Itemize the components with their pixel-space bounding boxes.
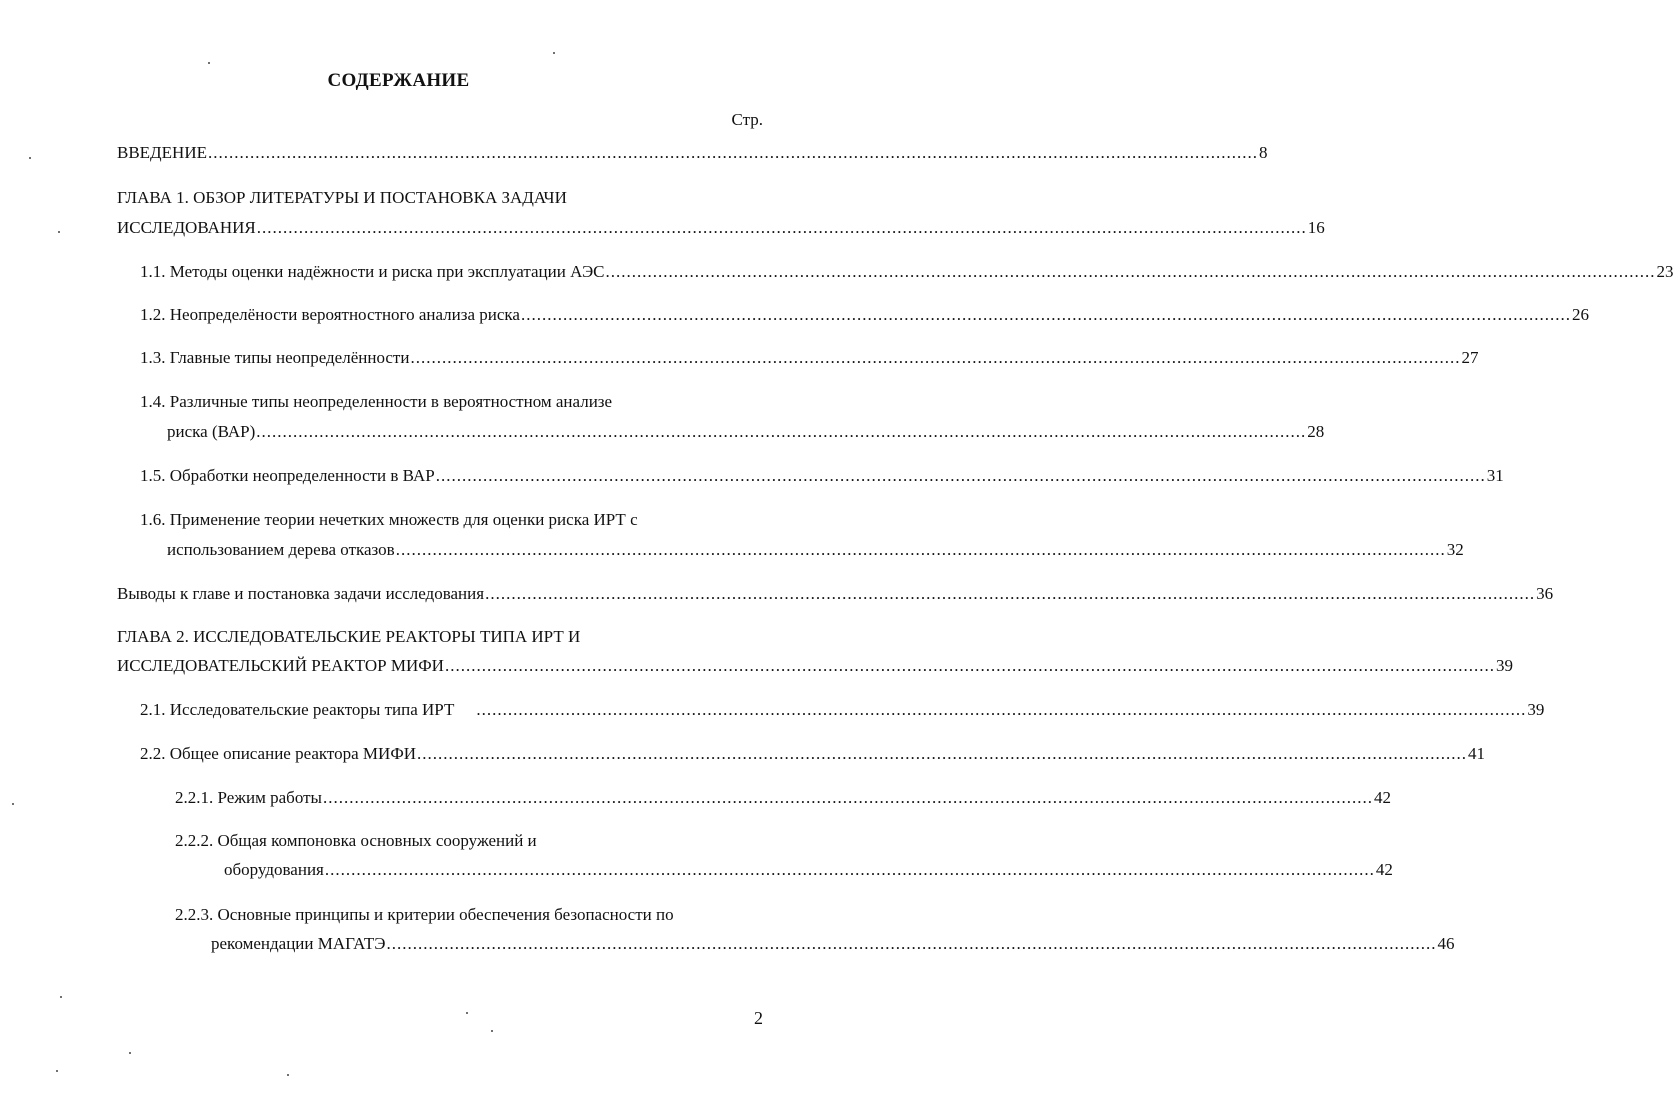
toc-page-number: 31 xyxy=(1486,466,1504,485)
scan-speck xyxy=(553,52,555,54)
scan-speck xyxy=(466,1012,468,1014)
leader-dots: ........................................................................................................................................................................................................ xyxy=(485,584,1536,603)
toc-entry-1-4-line1[interactable]: 1.4. Различные типы неопределенности в вероятностном анализе xyxy=(140,392,613,411)
scan-speck xyxy=(60,996,62,998)
leader-dots: ........................................................................................................................................................................................................ xyxy=(444,656,1495,675)
toc-entry-1-4[interactable] xyxy=(167,422,1325,446)
toc-entry-text: 1.3. Главные типы неопределённости xyxy=(140,348,410,367)
leader-dots: ........................................................................................................................................................................................................ xyxy=(476,700,1527,719)
toc-entry-conclusions[interactable] xyxy=(117,584,1554,608)
scan-speck xyxy=(129,1052,131,1054)
toc-entry-text: 2.2. Общее описание реактора МИФИ xyxy=(140,744,417,763)
toc-entry-text: 1.5. Обработки неопределенности в ВАР xyxy=(140,466,435,485)
toc-page-number: 26 xyxy=(1571,305,1589,324)
toc-entry-1-6[interactable] xyxy=(167,540,1464,564)
toc-entry-text: ИССЛЕДОВАТЕЛЬСКИЙ РЕАКТОР МИФИ xyxy=(117,656,444,675)
toc-entry-2-2[interactable] xyxy=(140,744,1486,768)
toc-entry-chapter-1[interactable] xyxy=(117,218,1325,242)
toc-entry-1-1[interactable] xyxy=(140,262,1674,286)
toc-entry-text: риска (ВАР) xyxy=(167,422,256,441)
toc-entry-text: ВВЕДЕНИЕ xyxy=(117,143,207,162)
toc-page-number: 36 xyxy=(1536,584,1554,603)
leader-dots: ........................................................................................................................................................................................................ xyxy=(256,422,1307,441)
scan-speck xyxy=(208,62,210,64)
toc-entry-1-2[interactable] xyxy=(140,305,1589,329)
scan-speck xyxy=(287,1074,289,1076)
leader-dots: ........................................................................................................................................................................................................ xyxy=(435,466,1486,485)
leader-dots: ........................................................................................................................................................................................................ xyxy=(207,143,1258,162)
toc-page-number: 32 xyxy=(1446,540,1464,559)
toc-entry-text: рекомендации МАГАТЭ xyxy=(211,934,386,953)
toc-entry-2-2-1[interactable] xyxy=(175,788,1391,812)
toc-entry-1-3[interactable] xyxy=(140,348,1479,372)
toc-page-number: 42 xyxy=(1373,788,1391,807)
leader-dots: ........................................................................................................................................................................................................ xyxy=(324,860,1375,879)
scan-speck xyxy=(56,1070,58,1072)
scan-speck xyxy=(12,803,14,805)
leader-dots: ........................................................................................................................................................................................................ xyxy=(520,305,1571,324)
toc-entry-text: использованием дерева отказов xyxy=(167,540,395,559)
toc-entry-2-2-3[interactable] xyxy=(211,934,1455,958)
page-column-label: Стр. xyxy=(731,110,763,129)
toc-page-number: 23 xyxy=(1656,262,1674,281)
toc-entry-text: 1.2. Неопределёности вероятностного анализа риска xyxy=(140,305,520,324)
leader-dots: ........................................................................................................................................................................................................ xyxy=(322,788,1373,807)
page-number: 2 xyxy=(754,1008,763,1028)
toc-page-number: 46 xyxy=(1437,934,1455,953)
scan-speck xyxy=(29,157,31,159)
toc-page-number: 16 xyxy=(1307,218,1325,237)
toc-entry-text: ИССЛЕДОВАНИЯ xyxy=(117,218,256,237)
scan-speck xyxy=(491,1030,493,1032)
toc-page-number: 8 xyxy=(1258,143,1268,162)
leader-dots: ........................................................................................................................................................................................................ xyxy=(256,218,1307,237)
leader-dots: ........................................................................................................................................................................................................ xyxy=(605,262,1656,281)
toc-page-number: 39 xyxy=(1527,700,1545,719)
leader-dots: ........................................................................................................................................................................................................ xyxy=(386,934,1437,953)
toc-entry-text: Выводы к главе и постановка задачи исследования xyxy=(117,584,485,603)
toc-entry-2-2-3-line1[interactable]: 2.2.3. Основные принципы и критерии обеспечения безопасности по xyxy=(175,905,674,924)
toc-entry-2-2-2[interactable] xyxy=(224,860,1393,884)
toc-entry-text: 2.1. Исследовательские реакторы типа ИРТ xyxy=(140,700,455,719)
toc-entry-2-1[interactable] xyxy=(140,700,1545,724)
toc-entry-2-2-2-line1[interactable]: 2.2.2. Общая компоновка основных сооружений и xyxy=(175,831,537,850)
leader-dots: ........................................................................................................................................................................................................ xyxy=(410,348,1461,367)
leader-dots: ........................................................................................................................................................................................................ xyxy=(395,540,1446,559)
toc-entry-1-5[interactable] xyxy=(140,466,1504,490)
toc-entry-chapter-2[interactable] xyxy=(117,656,1513,680)
toc-entry-text: 1.1. Методы оценки надёжности и риска при эксплуатации АЭС xyxy=(140,262,605,281)
toc-page-number: 39 xyxy=(1495,656,1513,675)
leader-dots: ........................................................................................................................................................................................................ xyxy=(417,744,1468,763)
toc-entry-text: 2.2.1. Режим работы xyxy=(175,788,322,807)
toc-entry-text: оборудования xyxy=(224,860,324,879)
toc-chapter-1-line1[interactable]: ГЛАВА 1. ОБЗОР ЛИТЕРАТУРЫ И ПОСТАНОВКА ЗАДАЧИ xyxy=(117,188,567,207)
toc-chapter-2-line1[interactable]: ГЛАВА 2. ИССЛЕДОВАТЕЛЬСКИЕ РЕАКТОРЫ ТИПА ИРТ И xyxy=(117,627,581,646)
toc-entry-1-6-line1[interactable]: 1.6. Применение теории нечетких множеств для оценки риска ИРТ с xyxy=(140,510,638,529)
toc-page-number: 41 xyxy=(1468,744,1486,763)
toc-page-number: 42 xyxy=(1375,860,1393,879)
toc-page-number: 28 xyxy=(1307,422,1325,441)
scan-speck xyxy=(58,231,60,233)
page-title: СОДЕРЖАНИЕ xyxy=(327,70,470,91)
toc-page-number: 27 xyxy=(1461,348,1479,367)
toc-entry-intro[interactable] xyxy=(117,143,1268,167)
